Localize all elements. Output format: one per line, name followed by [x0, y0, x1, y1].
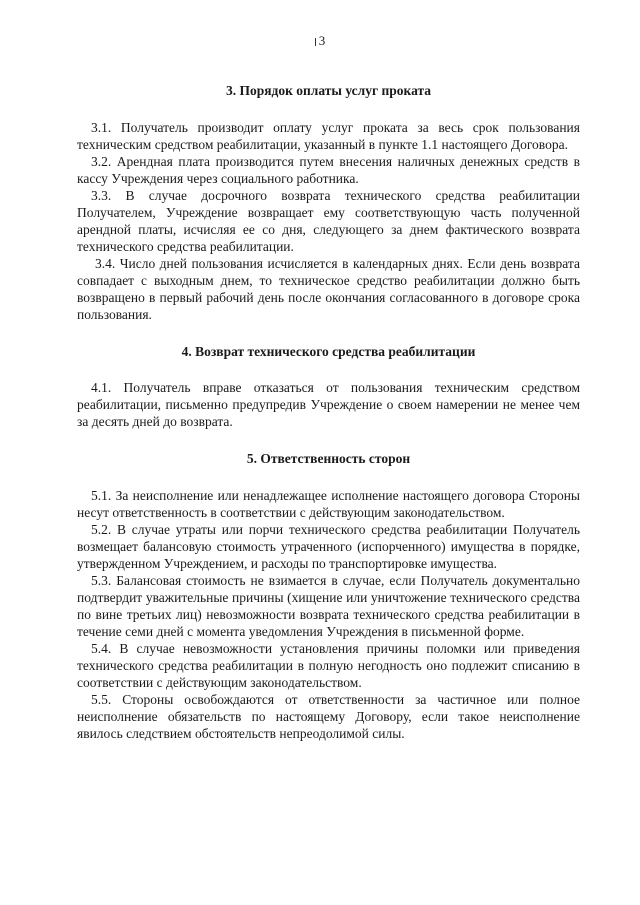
clause-3-2: 3.2. Арендная плата производится путем внесения наличных денежных средств в кассу Учреждения через социального работника. — [77, 154, 580, 186]
page-number — [0, 33, 640, 49]
clause-3-1: 3.1. Получатель производит оплату услуг проката за весь срок пользования техническим средством реабилитации, указанный в пункте 1.1 настоящего Договора. — [77, 120, 580, 152]
page-number-text: 3 — [318, 33, 326, 48]
section-5-title: 5. Ответственность сторон — [246, 451, 411, 466]
clause-3-4: 3.4. Число дней пользования исчисляется в календарных днях. Если день возврата совпадает с выходным днем, то техническое средство реабилитации должно быть возвращено в первый рабочий день после окончания согласованного в договоре срока пользования. — [77, 256, 580, 322]
document-body — [77, 82, 580, 742]
page-mark — [315, 38, 316, 46]
clause-5-4: 5.4. В случае невозможности установления причины поломки или приведения технического средства реабилитации в полную негодность оно подлежит списанию в соответствии с действующим законодательством. — [77, 641, 580, 690]
section-4-title: 4. Возврат технического средства реабилитации — [181, 344, 476, 359]
section-3-title: 3. Порядок оплаты услуг проката — [225, 83, 432, 98]
clause-4-1: 4.1. Получатель вправе отказаться от пользования техническим средством реабилитации, письменно предупредив Учреждение о своем намерении не менее чем за десять дней до возврата. — [77, 380, 580, 429]
clause-5-2: 5.2. В случае утраты или порчи технического средства реабилитации Получатель возмещает балансовую стоимость утраченного (испорченного) имущества в порядке, утвержденном Учреждением, и расходы по транспортировке имущества. — [77, 522, 580, 571]
clause-5-1: 5.1. За неисполнение или ненадлежащее исполнение настоящего договора Стороны несут ответственность в соответствии с действующим законодательством. — [77, 488, 580, 520]
clause-5-3: 5.3. Балансовая стоимость не взимается в случае, если Получатель документально подтвердит уважительные причины (хищение или уничтожение технического средства по вине третьих лиц) невозможности возврата технического средства реабилитации в течение семи дней с момента уведомления Учреждения в письменной форме. — [77, 573, 580, 639]
clause-3-3: 3.3. В случае досрочного возврата технического средства реабилитации Получателем, Учреждение возвращает ему соответствующую часть полученной арендной платы, исчисляя ее со дня, следующего за днем фактического возврата технического средства реабилитации. — [77, 188, 580, 254]
clause-5-5: 5.5. Стороны освобождаются от ответственности за частичное или полное неисполнение обязательств по настоящему Договору, если такое неисполнение явилось следствием обстоятельств непреодолимой силы. — [77, 692, 580, 741]
